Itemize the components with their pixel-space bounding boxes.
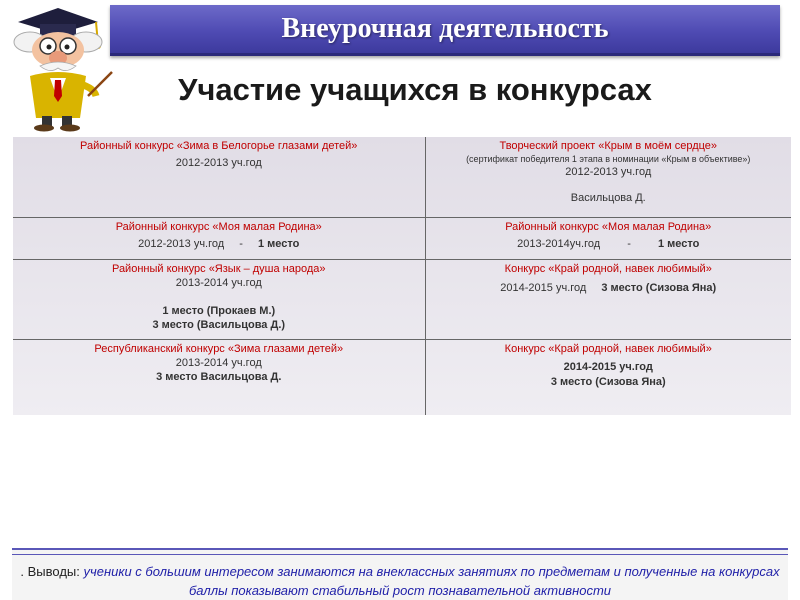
contest-year: 2013-2014уч.год [517, 237, 601, 250]
table-cell [13, 259, 425, 339]
table-cell [13, 137, 425, 217]
contest-year: 2013-2014 уч.год [175, 356, 262, 369]
footer-divider [12, 548, 788, 555]
contest-year: 2014-2015 уч.год [563, 360, 653, 373]
contest-title: Районный конкурс «Моя малая Родина» [115, 220, 322, 233]
contest-place: 1 место [657, 237, 700, 250]
table-cell [13, 339, 425, 415]
table-row [13, 339, 791, 415]
conclusion-body: ученики с большим интересом занимаются на внеклассных занятиях по предметам и полученные на конкурсах баллы показывают стабильный рост познавательной активности [83, 564, 780, 598]
contest-title: Конкурс «Край родной, навек любимый» [504, 262, 712, 275]
table-cell [425, 339, 791, 415]
contest-result: 3 место Васильцова Д. [156, 370, 282, 383]
contest-year: 2013-2014 уч.год [175, 276, 262, 289]
table-cell [425, 259, 791, 339]
conclusion-panel [12, 548, 788, 600]
contest-result: 3 место (Сизова Яна) [601, 281, 717, 294]
page-title: Внеурочная деятельность [281, 13, 609, 44]
contest-title: Конкурс «Край родной, навек любимый» [504, 342, 712, 355]
contest-result: 1 место (Прокаев М.) [162, 304, 276, 317]
contest-title: Районный конкурс «Зима в Белогорье глазами детей» [80, 140, 358, 152]
contest-result: 3 место (Васильцова Д.) [152, 318, 286, 331]
separator-dash: - [627, 237, 631, 250]
contest-year: 2012-2013 уч.год [565, 166, 652, 178]
contest-place: 1 место [257, 237, 300, 250]
conclusion-lead: . Выводы: [20, 564, 80, 579]
contest-year: 2014-2015 уч.год [500, 281, 587, 294]
contest-result: 3 место (Сизова Яна) [550, 375, 666, 388]
page-subtitle: Участие учащихся в конкурсах [178, 72, 652, 107]
table-row [13, 259, 791, 339]
table-cell [425, 217, 791, 259]
table-row [13, 137, 791, 217]
contest-title: Районный конкурс «Язык – душа народа» [111, 262, 326, 275]
contest-note: (сертификат победителя 1 этапа в номинации «Крым в объективе») [466, 154, 751, 164]
separator-dash: - [239, 237, 243, 250]
table-row [13, 217, 791, 259]
contest-year: 2012-2013 уч.год [138, 237, 225, 250]
title-banner [110, 5, 780, 56]
contest-title: Районный конкурс «Моя малая Родина» [505, 220, 712, 233]
conclusion-text [12, 562, 788, 600]
contest-year: 2012-2013 уч.год [175, 157, 262, 169]
contests-table [13, 137, 791, 415]
contest-participant: Васильцова Д. [570, 192, 646, 204]
contest-title: Республиканский конкурс «Зима глазами детей» [94, 342, 344, 355]
professor-mascot-icon [0, 0, 115, 132]
table-cell [13, 217, 425, 259]
contest-title: Творческий проект «Крым в моём сердце» [499, 140, 718, 152]
table-cell [425, 137, 791, 217]
